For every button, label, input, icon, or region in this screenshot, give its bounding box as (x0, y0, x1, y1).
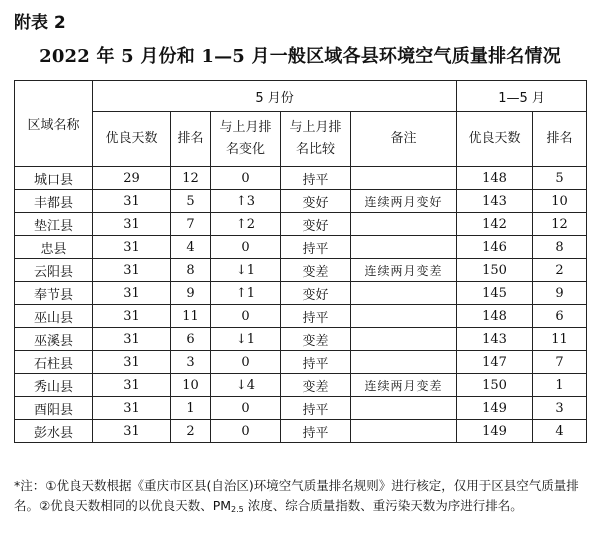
cell-note (351, 282, 457, 305)
cell-good-days: 31 (93, 305, 171, 328)
table-row (15, 305, 587, 328)
cell-district: 巫山县 (15, 305, 93, 328)
cell-ytd-rank: 10 (533, 190, 587, 213)
cell-rank: 6 (171, 328, 211, 351)
cell-district: 云阳县 (15, 259, 93, 282)
cell-rank: 3 (171, 351, 211, 374)
header-rank: 排名 (171, 112, 211, 167)
cell-compare: 持平 (281, 397, 351, 420)
cell-good-days: 31 (93, 328, 171, 351)
cell-ytd-rank: 2 (533, 259, 587, 282)
cell-note: 连续两月变差 (351, 374, 457, 397)
cell-rank: 4 (171, 236, 211, 259)
cell-ytd-rank: 3 (533, 397, 587, 420)
cell-rank-change: 0 (211, 167, 281, 190)
table-row (15, 259, 587, 282)
cell-note (351, 420, 457, 443)
appendix-label: 附表 2 (14, 13, 66, 33)
cell-district: 石柱县 (15, 351, 93, 374)
cell-rank-change: 0 (211, 351, 281, 374)
header-rank-change-line1: 与上月排 (219, 120, 272, 135)
cell-ytd-days: 145 (457, 282, 533, 305)
header-may-group: 5 月份 (93, 81, 457, 112)
cell-note (351, 236, 457, 259)
cell-rank-change: ↓4 (211, 374, 281, 397)
ranking-table (14, 80, 587, 443)
footnote-subscript: 2.5 (231, 505, 244, 514)
table-row (15, 236, 587, 259)
cell-note (351, 167, 457, 190)
footnote (14, 476, 586, 520)
cell-rank-change: ↑2 (211, 213, 281, 236)
cell-rank-change: ↓1 (211, 259, 281, 282)
cell-note (351, 305, 457, 328)
table-row (15, 190, 587, 213)
cell-compare: 变差 (281, 374, 351, 397)
cell-rank-change: 0 (211, 397, 281, 420)
header-ytd-group: 1—5 月 (457, 81, 587, 112)
cell-rank: 5 (171, 190, 211, 213)
cell-rank: 11 (171, 305, 211, 328)
cell-note: 连续两月变好 (351, 190, 457, 213)
header-ytd-rank: 排名 (533, 112, 587, 167)
cell-compare: 变好 (281, 282, 351, 305)
cell-ytd-rank: 12 (533, 213, 587, 236)
cell-ytd-days: 148 (457, 167, 533, 190)
cell-compare: 变好 (281, 190, 351, 213)
cell-rank: 12 (171, 167, 211, 190)
cell-compare: 变差 (281, 259, 351, 282)
table-row (15, 167, 587, 190)
cell-note (351, 397, 457, 420)
cell-compare: 持平 (281, 351, 351, 374)
cell-ytd-rank: 9 (533, 282, 587, 305)
cell-ytd-days: 142 (457, 213, 533, 236)
cell-ytd-days: 147 (457, 351, 533, 374)
cell-ytd-days: 143 (457, 328, 533, 351)
cell-district: 奉节县 (15, 282, 93, 305)
cell-compare: 持平 (281, 420, 351, 443)
cell-compare: 变差 (281, 328, 351, 351)
cell-ytd-rank: 4 (533, 420, 587, 443)
cell-rank: 10 (171, 374, 211, 397)
cell-district: 丰都县 (15, 190, 93, 213)
cell-compare: 持平 (281, 167, 351, 190)
cell-district: 酉阳县 (15, 397, 93, 420)
cell-ytd-rank: 5 (533, 167, 587, 190)
cell-good-days: 31 (93, 351, 171, 374)
header-good-days: 优良天数 (93, 112, 171, 167)
cell-rank-change: ↓1 (211, 328, 281, 351)
header-district: 区域名称 (15, 81, 93, 167)
cell-district: 彭水县 (15, 420, 93, 443)
cell-note (351, 351, 457, 374)
header-note: 备注 (351, 112, 457, 167)
cell-compare: 变好 (281, 213, 351, 236)
cell-ytd-days: 148 (457, 305, 533, 328)
header-ytd-good-days: 优良天数 (457, 112, 533, 167)
cell-good-days: 29 (93, 167, 171, 190)
cell-good-days: 31 (93, 374, 171, 397)
cell-rank: 2 (171, 420, 211, 443)
cell-ytd-rank: 11 (533, 328, 587, 351)
header-compare-line1: 与上月排 (289, 120, 342, 135)
cell-note: 连续两月变差 (351, 259, 457, 282)
cell-ytd-days: 150 (457, 259, 533, 282)
footnote-text-1: *注：①优良天数根据《重庆市区县(自治区)环境空气质量排名规则》进行核定，仅用于区县空气质量排名。②优良天数相同的以优良天数、PM (14, 478, 579, 513)
cell-good-days: 31 (93, 282, 171, 305)
table-row (15, 351, 587, 374)
cell-district: 垫江县 (15, 213, 93, 236)
cell-compare: 持平 (281, 305, 351, 328)
cell-ytd-days: 150 (457, 374, 533, 397)
cell-ytd-rank: 6 (533, 305, 587, 328)
header-compare (281, 112, 351, 167)
cell-ytd-days: 143 (457, 190, 533, 213)
footnote-text-2: 浓度、综合质量指数、重污染天数为序进行排名。 (243, 498, 523, 513)
cell-rank-change: ↑1 (211, 282, 281, 305)
cell-ytd-rank: 1 (533, 374, 587, 397)
page-title: 2022 年 5 月份和 1—5 月一般区域各县环境空气质量排名情况 (39, 46, 561, 67)
cell-compare: 持平 (281, 236, 351, 259)
cell-rank: 1 (171, 397, 211, 420)
cell-note (351, 328, 457, 351)
cell-ytd-days: 149 (457, 420, 533, 443)
cell-ytd-days: 149 (457, 397, 533, 420)
table-row (15, 213, 587, 236)
table-row (15, 420, 587, 443)
cell-rank-change: ↑3 (211, 190, 281, 213)
cell-good-days: 31 (93, 397, 171, 420)
cell-note (351, 213, 457, 236)
cell-ytd-rank: 7 (533, 351, 587, 374)
cell-district: 忠县 (15, 236, 93, 259)
cell-rank: 9 (171, 282, 211, 305)
cell-rank-change: 0 (211, 305, 281, 328)
cell-district: 巫溪县 (15, 328, 93, 351)
table-row (15, 374, 587, 397)
cell-rank-change: 0 (211, 420, 281, 443)
cell-district: 城口县 (15, 167, 93, 190)
cell-good-days: 31 (93, 190, 171, 213)
cell-ytd-days: 146 (457, 236, 533, 259)
cell-good-days: 31 (93, 420, 171, 443)
cell-rank-change: 0 (211, 236, 281, 259)
header-rank-change (211, 112, 281, 167)
header-rank-change-line2: 名变化 (225, 142, 265, 157)
cell-district: 秀山县 (15, 374, 93, 397)
table-row (15, 282, 587, 305)
table-row (15, 397, 587, 420)
cell-good-days: 31 (93, 213, 171, 236)
cell-good-days: 31 (93, 259, 171, 282)
cell-rank: 7 (171, 213, 211, 236)
cell-good-days: 31 (93, 236, 171, 259)
table-row (15, 328, 587, 351)
cell-rank: 8 (171, 259, 211, 282)
header-compare-line2: 名比较 (295, 142, 335, 157)
cell-ytd-rank: 8 (533, 236, 587, 259)
